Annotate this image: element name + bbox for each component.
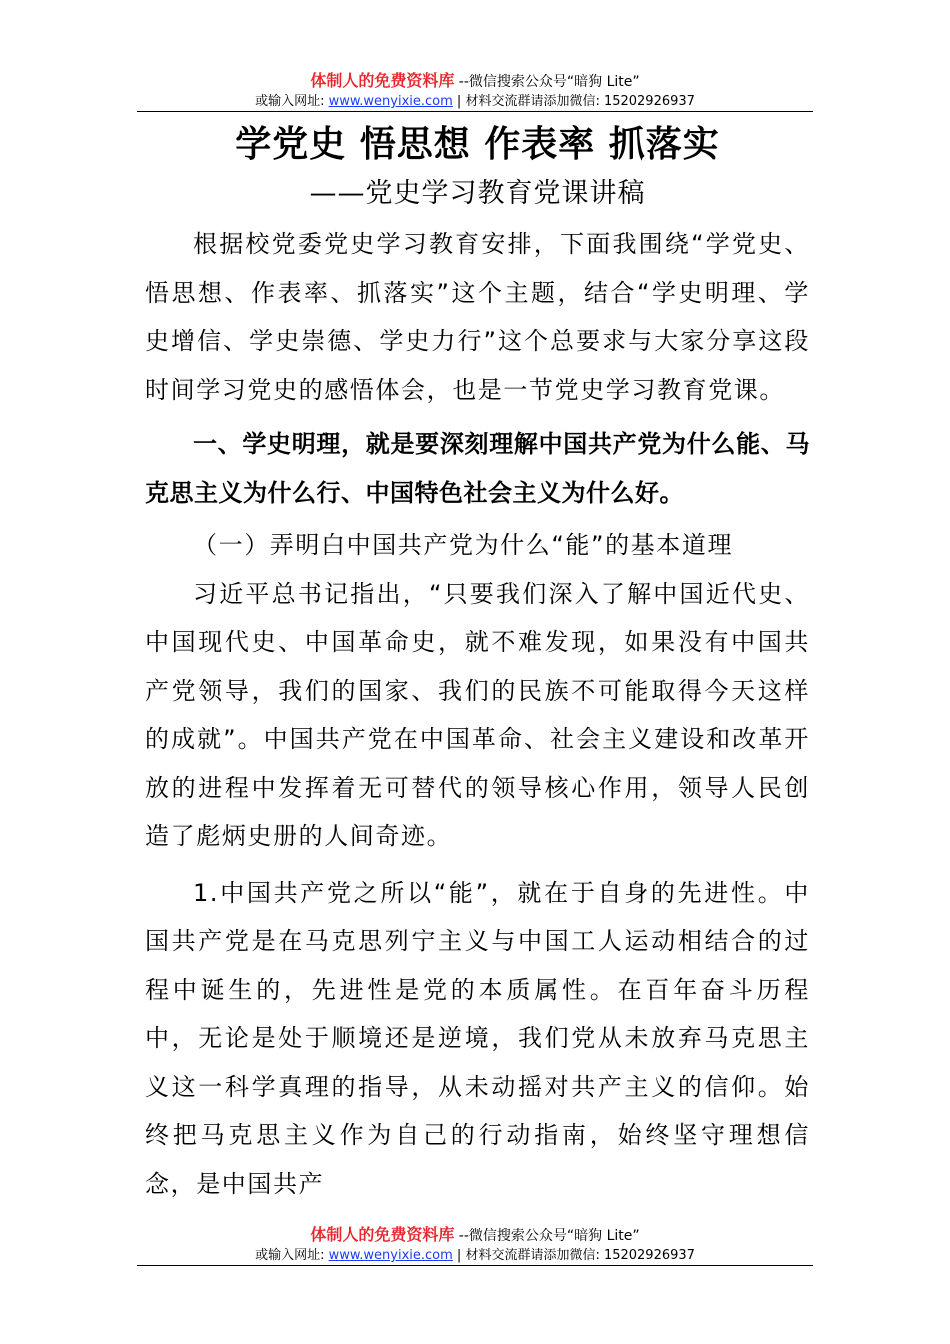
footer-tagline: --微信搜索公众号“暗狗 Lite” <box>454 1228 640 1244</box>
document-body <box>145 118 810 1208</box>
footer-banner <box>0 1224 950 1266</box>
header-tagline: --微信搜索公众号“暗狗 Lite” <box>454 74 640 90</box>
body-paragraph-numbered: 1.中国共产党之所以“能”，就在于自身的先进性。中国共产党是在马克思列宁主义与中国工人运动相结合的过程中诞生的，先进性是党的本质属性。在百年奋斗历程中，无论是处于顺境还是逆境，我们党从未放弃马克思主义这一科学真理的指导，从未动摇对共产主义的信仰。始终把马克思主义作为自己的行动指南，始终坚守理想信念，是中国共产 <box>145 878 810 1198</box>
header-contact: | 材料交流群请添加微信: 15202926937 <box>452 94 695 109</box>
header-banner <box>0 70 950 112</box>
footer-brand: 体制人的免费资料库 <box>310 1225 455 1244</box>
footer-line-1 <box>0 1224 950 1246</box>
header-url-prefix: 或输入网址: <box>255 94 329 109</box>
body-paragraph: 习近平总书记指出，“只要我们深入了解中国近代史、中国现代史、中国革命史，就不难发现，如果没有中国共产党领导，我们的国家、我们的民族不可能取得今天这样的成就”。中国共产党在中国革命、社会主义建设和改革开放的进程中发挥着无可替代的领导核心作用，领导人民创造了彪炳史册的人间奇迹。 <box>145 579 810 850</box>
footer-url-prefix: 或输入网址: <box>255 1248 329 1263</box>
header-line-1 <box>0 70 950 92</box>
footer-divider <box>137 1265 813 1266</box>
header-divider <box>137 111 813 112</box>
document-title: 学党史 悟思想 作表率 抓落实 <box>235 124 720 165</box>
footer-line-2 <box>0 1246 950 1266</box>
header-url-link[interactable]: www.wenyixie.com <box>328 94 453 109</box>
section-heading-1: 一、学史明理，就是要深刻理解中国共产党为什么能、马克思主义为什么行、中国特色社会主义为什么好。 <box>145 430 810 507</box>
header-brand: 体制人的免费资料库 <box>310 71 455 90</box>
footer-url-link[interactable]: www.wenyixie.com <box>328 1248 453 1263</box>
header-line-2 <box>0 92 950 112</box>
subsection-heading-1: （一）弄明白中国共产党为什么“能”的基本道理 <box>193 531 734 559</box>
document-subtitle: ——党史学习教育党课讲稿 <box>309 178 646 209</box>
intro-paragraph: 根据校党委党史学习教育安排，下面我围绕“学党史、悟思想、作表率、抓落实”这个主题，结合“学史明理、学史增信、学史崇德、学史力行”这个总要求与大家分享这段时间学习党史的感悟体会，也是一节党史学习教育党课。 <box>145 230 810 404</box>
footer-contact: | 材料交流群请添加微信: 15202926937 <box>452 1248 695 1263</box>
